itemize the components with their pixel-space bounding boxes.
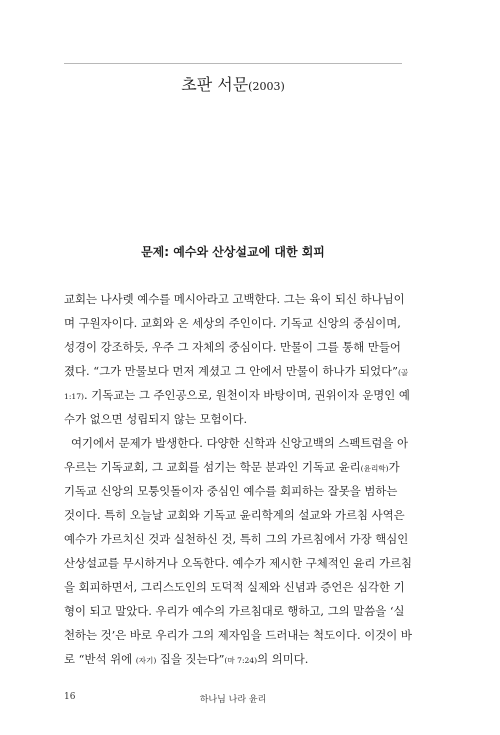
text-line: 을 회피하면서, 그리스도인의 도덕적 실제와 신념과 증언은 심각한 기	[64, 580, 405, 594]
text-span: 우르는 기독교회, 그 교회를 섬기는 학문 분과인 기독교 윤리	[64, 460, 361, 474]
text-span: 졌다. “그가 만물보다 먼저 계셨고 그 안에서 만물이 하나가 되었다”	[64, 364, 398, 378]
chapter-title-year: (2003)	[248, 80, 285, 93]
text-line: 예수가 가르치신 것과 실천하신 것, 특히 그의 가르침에서 가장 핵심인	[64, 532, 409, 546]
text-line: 수가 없으면 성립되지 않는 모험이다.	[64, 412, 248, 426]
text-span: 집을 짓는다”	[156, 652, 225, 666]
text-span: . 기독교는 그 주인공으로, 원천이자 바탕이며, 권위이자 운명인 예	[84, 388, 410, 402]
section-heading: 문제: 예수와 산상설교에 대한 회피	[141, 245, 325, 259]
text-line: 형이 되고 말았다. 우리가 예수의 가르침대로 행하고, 그의 말씀을 ‘실	[64, 604, 405, 618]
chapter-title-text: 초판 서문	[181, 75, 249, 94]
text-line: 것이다. 특히 오늘날 교회와 기독교 윤리학계의 설교와 가르침 사역은	[64, 508, 405, 522]
citation: 1:17)	[64, 392, 85, 401]
text-span: 로 “반석 위에	[64, 652, 136, 666]
text-span: 의 의미다.	[257, 652, 309, 666]
text-line: 천하는 것’은 바로 우리가 그의 제자임을 드러내는 척도이다. 이것이 바	[64, 628, 412, 642]
text-span: 가	[388, 460, 400, 474]
text-line	[64, 359, 409, 383]
header-rule	[64, 63, 402, 64]
text-line: 기독교 신앙의 모퉁잇돌이자 중심인 예수를 회피하는 잘못을 범하는	[64, 484, 398, 498]
text-line: 여기에서 문제가 발생한다. 다양한 신학과 신앙고백의 스펙트럼을 아	[71, 436, 409, 450]
page-number: 16	[64, 692, 76, 702]
annotation: (윤리학)	[360, 464, 389, 473]
text-line	[64, 383, 410, 407]
text-line: 성경이 강조하듯, 우주 그 자체의 중심이다. 만물이 그를 통해 만들어	[64, 340, 401, 354]
annotation: (자기)	[135, 656, 157, 665]
text-line: 며 구원자이다. 교회와 온 세상의 주인이다. 기독교 신앙의 중심이며,	[64, 316, 401, 330]
text-line	[64, 647, 406, 671]
text-line: 교회는 나사렛 예수를 메시아라고 고백한다. 그는 육이 되신 하나님이	[64, 292, 405, 306]
running-title: 하나님 나라 윤리	[199, 695, 267, 705]
citation: (골	[397, 368, 409, 377]
chapter-title	[64, 72, 402, 95]
text-line: 산상설교를 무시하거나 오독한다. 예수가 제시한 구체적인 윤리 가르침	[64, 556, 413, 570]
body-text	[64, 287, 413, 671]
citation: (마 7:24)	[224, 656, 258, 665]
text-line	[64, 455, 406, 479]
